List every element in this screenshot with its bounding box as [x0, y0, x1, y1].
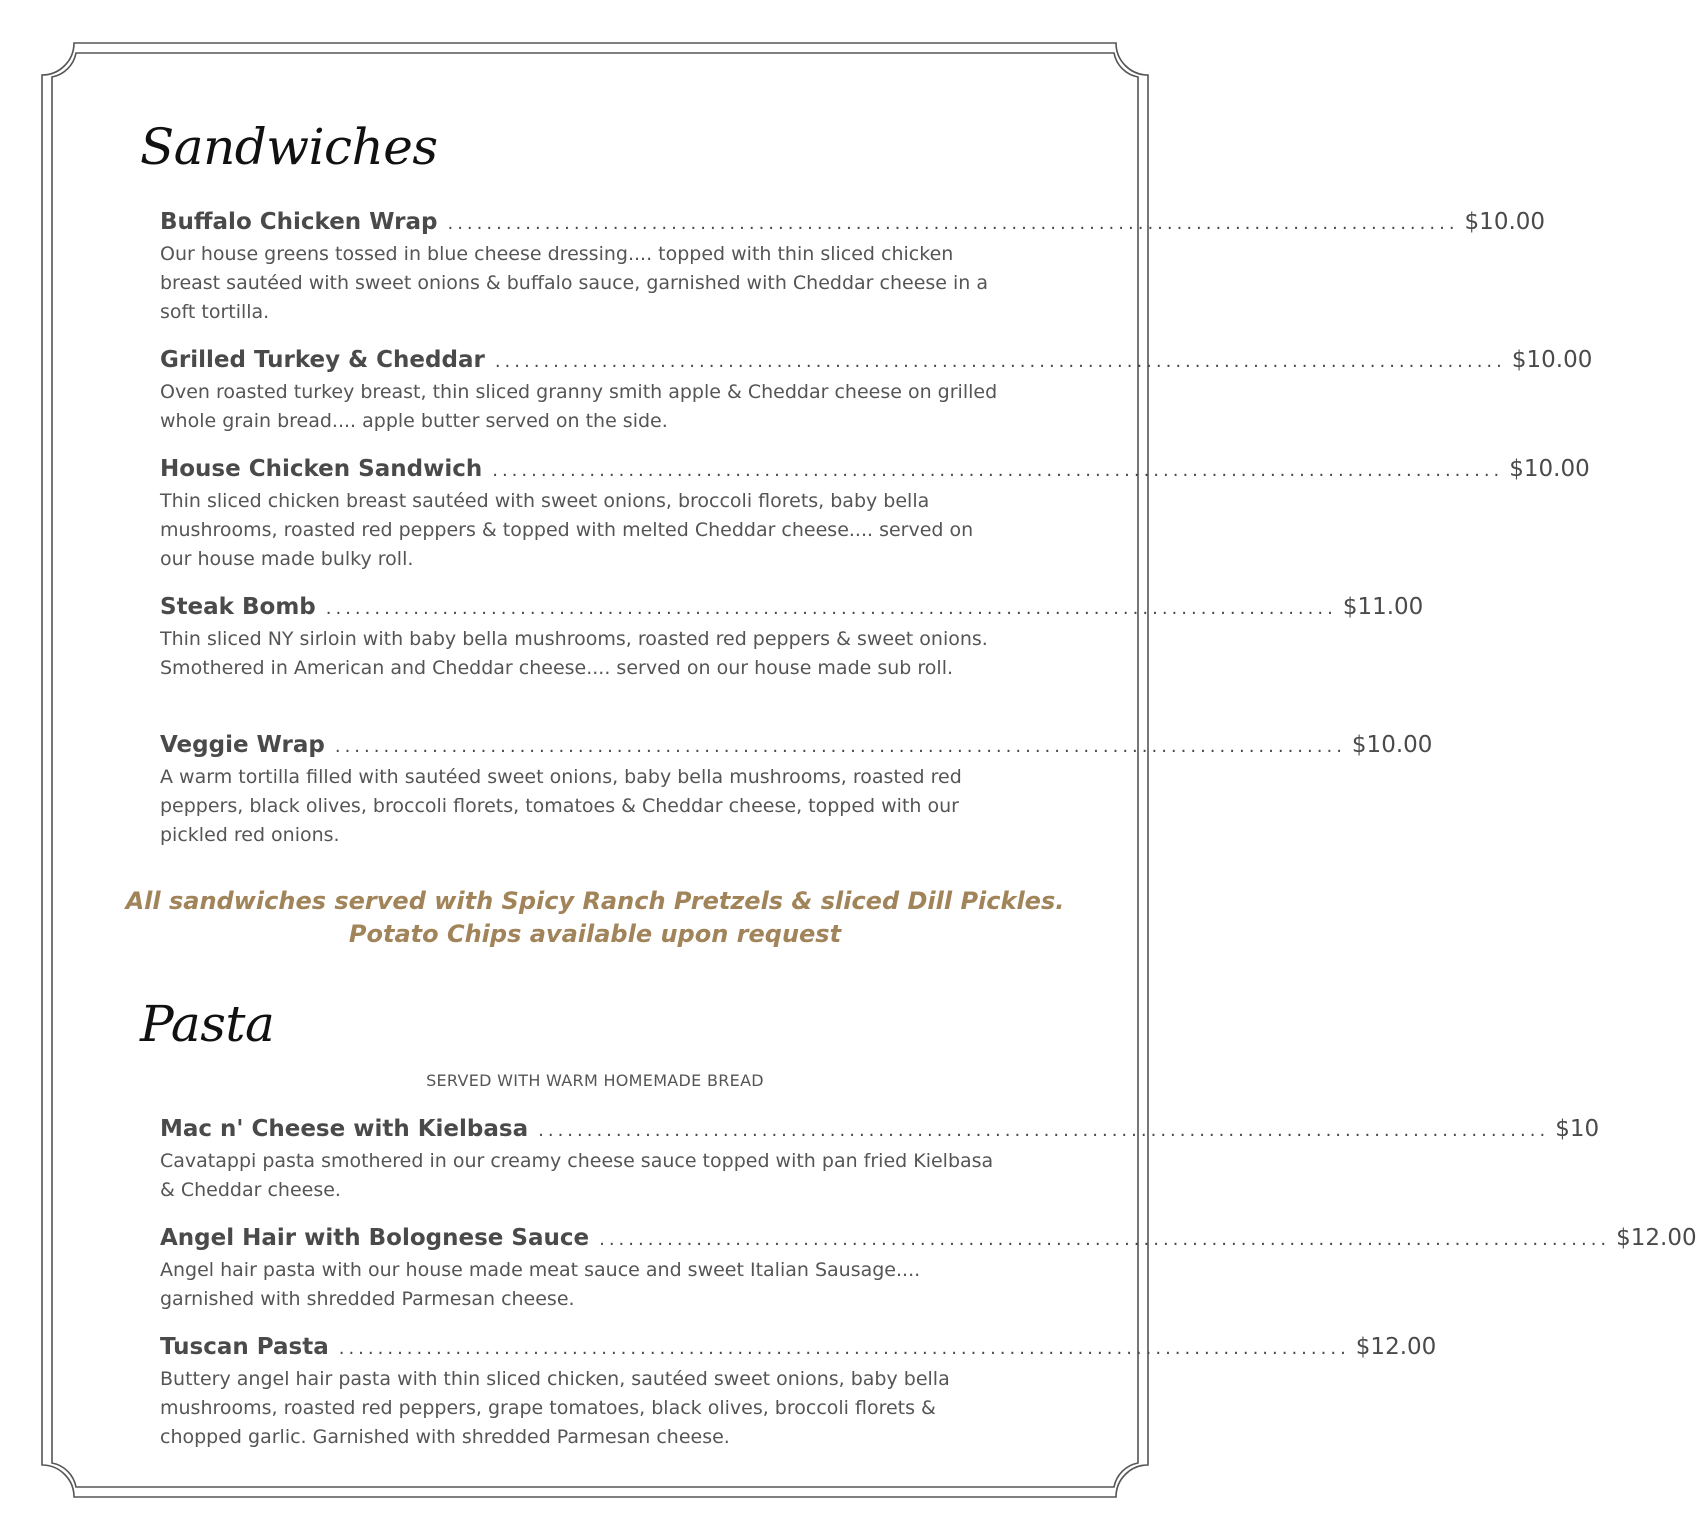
dot-leader: ........................................................................................................	[494, 351, 1506, 372]
item-price: $10.00	[1464, 209, 1546, 235]
sandwiches-note	[120, 885, 1070, 951]
item-description: Oven roasted turkey breast, thin sliced granny smith apple & Cheddar cheese on grilled whole grain bread.... apple butter served on the side.	[160, 381, 998, 432]
dot-leader: ........................................................................................................	[599, 1229, 1611, 1250]
item-description: Cavatappi pasta smothered in our creamy cheese sauce topped with pan fried Kielbasa & Cheddar cheese.	[160, 1150, 994, 1201]
item-name: Mac n' Cheese with Kielbasa	[160, 1116, 529, 1142]
item-name: Angel Hair with Bolognese Sauce	[160, 1225, 590, 1251]
menu-item-buffalo-chicken-wrap	[160, 207, 1546, 327]
note-line-2: Potato Chips available upon request	[348, 920, 842, 948]
item-name: Buffalo Chicken Wrap	[160, 209, 438, 235]
menu-item-mac-n-cheese	[160, 1114, 1600, 1205]
item-description: Thin sliced chicken breast sautéed with sweet onions, broccoli florets, baby bella mushrooms, roasted red peppers & topped with melted Cheddar cheese.... served on our house made bulky roll.	[160, 490, 974, 570]
item-price: $10.00	[1351, 732, 1433, 758]
dot-leader: ........................................................................................................	[325, 598, 1337, 619]
menu-item-grilled-turkey-cheddar	[160, 345, 1593, 436]
item-description: Angel hair pasta with our house made meat sauce and sweet Italian Sausage.... garnished with shredded Parmesan cheese.	[160, 1259, 921, 1310]
menu-item-steak-bomb	[160, 592, 1424, 683]
item-name: Tuscan Pasta	[160, 1334, 329, 1360]
dot-leader: ........................................................................................................	[338, 1338, 1350, 1359]
dot-leader: ........................................................................................................	[447, 213, 1459, 234]
item-price: $10.00	[1511, 347, 1593, 373]
dot-leader: ........................................................................................................	[538, 1120, 1550, 1141]
dot-leader: ........................................................................................................	[334, 736, 1346, 757]
item-description: A warm tortilla filled with sautéed sweet onions, baby bella mushrooms, roasted red peppers, black olives, broccoli florets, tomatoes & Cheddar cheese, topped with our pickled red onions.	[160, 766, 962, 846]
item-price: $11.00	[1342, 594, 1424, 620]
item-name: Veggie Wrap	[160, 732, 325, 758]
item-price: $12.00	[1355, 1334, 1437, 1360]
item-price: $10.00	[1509, 456, 1590, 482]
item-name: Grilled Turkey & Cheddar	[160, 347, 485, 373]
menu-item-house-chicken-sandwich	[160, 454, 1590, 574]
item-price: $10	[1555, 1116, 1600, 1142]
pasta-title: Pasta	[140, 995, 275, 1053]
pasta-subtitle: SERVED WITH WARM HOMEMADE BREAD	[426, 1071, 764, 1090]
item-description: Our house greens tossed in blue cheese dressing.... topped with thin sliced chicken breast sautéed with sweet onions & buffalo sauce, garnished with Cheddar cheese in a soft tortilla.	[160, 243, 989, 323]
menu-item-tuscan-pasta	[160, 1332, 1437, 1452]
item-description: Buttery angel hair pasta with thin sliced chicken, sautéed sweet onions, baby bella mushrooms, roasted red peppers, grape tomatoes, black olives, broccoli florets & chopped garlic. Garnished with shredded Parmesan cheese.	[160, 1368, 950, 1448]
item-name: House Chicken Sandwich	[160, 456, 483, 482]
sandwiches-title: Sandwiches	[140, 118, 438, 176]
menu-item-angel-hair-bolognese	[160, 1223, 1697, 1314]
item-price: $12.00	[1616, 1225, 1697, 1251]
note-line-1: All sandwiches served with Spicy Ranch Pretzels & sliced Dill Pickles.	[125, 887, 1065, 915]
item-name: Steak Bomb	[160, 594, 316, 620]
dot-leader: ........................................................................................................	[492, 460, 1504, 481]
menu-item-veggie-wrap	[160, 730, 1433, 850]
item-description: Thin sliced NY sirloin with baby bella mushrooms, roasted red peppers & sweet onions. Smothered in American and Cheddar cheese.... served on our house made sub roll.	[160, 628, 988, 679]
